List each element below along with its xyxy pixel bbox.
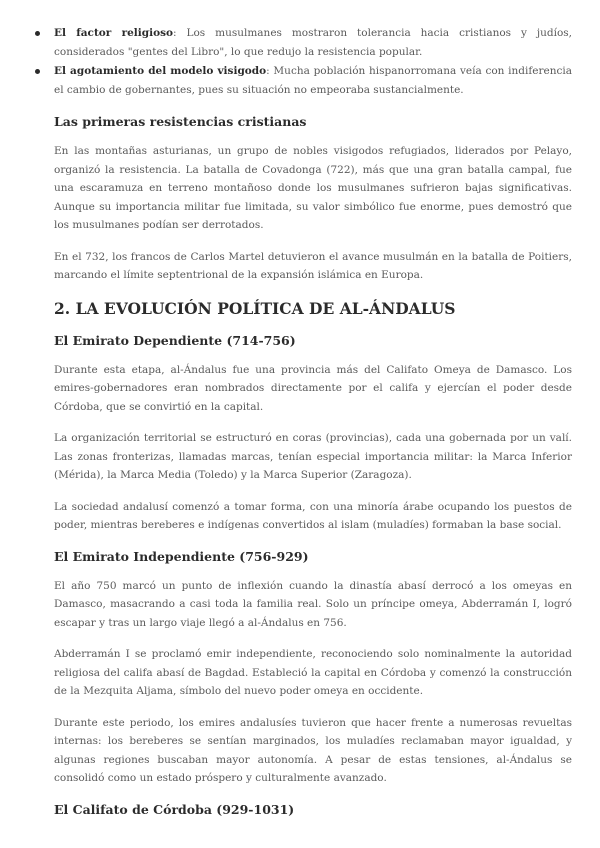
bullet-term: El agotamiento del modelo visigodo xyxy=(54,65,267,77)
bullet-icon xyxy=(35,69,40,74)
paragraph: Durante esta etapa, al-Ándalus fue una provincia más del Califato Omeya de Damasco. Los emires-gobernadores eran nombrados directamente por el califa y ejercían el poder desde Córdoba, que se convirtió en la capital. xyxy=(54,363,572,413)
paragraph: Abderramán I se proclamó emir independiente, reconociendo solo nominalmente la autoridad religiosa del califa abasí de Bagdad. Estableció la capital en Córdoba y comenzó la construcción de la Mezquita Aljama, símbolo del nuevo poder omeya en occidente. xyxy=(54,648,572,697)
bullet-icon xyxy=(35,31,40,36)
paragraph: La organización territorial se estructuró en coras (provincias), cada una gobernada por un valí. Las zonas fronterizas, llamadas marcas, tenían especial importancia militar: la Marca Inferior (Mérida), la Marca Media (Toledo) y la Marca Superior (Zaragoza). xyxy=(54,432,572,481)
bullet-text: : Los musulmanes mostraron tolerancia hacia cristianos y judíos, considerados "gentes del Libro", lo que redujo la resistencia popular. xyxy=(54,27,572,58)
paragraph: En el 732, los francos de Carlos Martel detuvieron el avance musulmán en la batalla de Poitiers, marcando el límite septentrional de la expansión islámica en Europa. xyxy=(54,250,572,281)
bullet-list xyxy=(54,24,572,100)
paragraph: Durante este periodo, los emires andalusíes tuvieron que hacer frente a numerosas revueltas internas: los bereberes se sentían marginados, los muladíes reclamaban mayor igualdad, y algunas regiones buscaban mayor autonomía. A pesar de estas tensiones, al-Ándalus se consolidó como un estado próspero y culturalmente avanzado. xyxy=(54,716,572,784)
bullet-text: : Mucha población hispanorromana veía con indiferencia el cambio de gobernantes, pues su situación no empeoraba sustancialmente. xyxy=(54,65,572,96)
section-heading-emirato-independiente: El Emirato Independiente (756-929) xyxy=(54,548,309,564)
section-heading-califato: El Califato de Córdoba (929-1031) xyxy=(54,801,295,817)
paragraph: El año 750 marcó un punto de inflexión cuando la dinastía abasí derrocó a los omeyas en Damasco, masacrando a casi toda la familia real. Solo un príncipe omeya, Abderramán I, logró escapar y tras un largo viaje llegó a al-Ándalus en 756. xyxy=(54,579,572,629)
paragraph: En las montañas asturianas, un grupo de nobles visigodos refugiados, liderados por Pelayo, organizó la resistencia. La batalla de Covadonga (722), más que una gran batalla campal, fue una escaramuza en terreno montañoso donde los musulmanes sufrieron bajas significativas. Aunque su importancia militar fue limitada, su valor simbólico fue enorme, pues demostró que los musulmanes podían ser derrotados. xyxy=(54,145,572,231)
list-item xyxy=(54,24,572,62)
paragraph: La sociedad andalusí comenzó a tomar forma, con una minoría árabe ocupando los puestos de poder, mientras bereberes e indígenas convertidos al islam (muladíes) formaban la base social. xyxy=(54,500,572,531)
bullet-term: El factor religioso xyxy=(54,27,174,39)
list-item xyxy=(54,62,572,100)
section-heading-emirato-dependiente: El Emirato Dependiente (714-756) xyxy=(54,332,296,348)
chapter-heading: 2. LA EVOLUCIÓN POLÍTICA DE AL-ÁNDALUS xyxy=(54,298,456,318)
section-heading-resistencias: Las primeras resistencias cristianas xyxy=(54,114,307,129)
